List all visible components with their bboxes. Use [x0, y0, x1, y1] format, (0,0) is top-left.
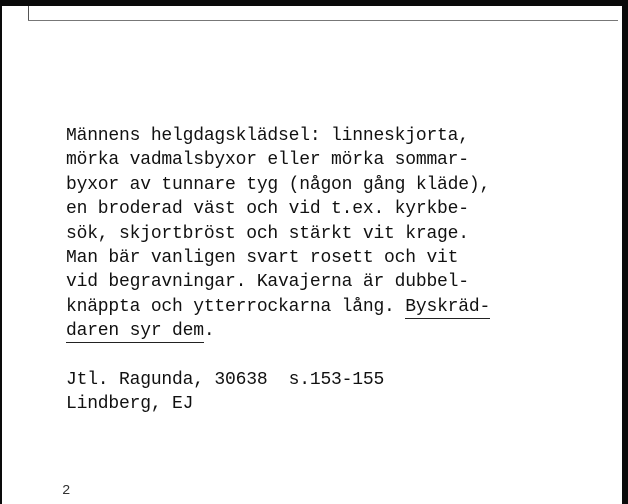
- body-line-2: mörka vadmalsbyxor eller mörka sommar-: [66, 150, 469, 171]
- card-edge-horizontal: [28, 20, 618, 21]
- body-line-9-end: .: [203, 321, 215, 342]
- body-line-4: en broderad väst och vid t.ex. kyrkbe-: [66, 199, 469, 220]
- body-line-8-text: knäppta och ytterrockarna lång.: [66, 296, 406, 317]
- card-reference: [66, 368, 384, 416]
- scan-border-right: [622, 0, 628, 504]
- body-line-1: Männens helgdagsklädsel: linneskjorta,: [66, 126, 469, 146]
- card-body-text: [66, 124, 586, 344]
- body-line-9: [66, 319, 586, 343]
- underlined-daren-syr-dem: daren syr dem: [66, 321, 204, 342]
- body-line-5: sök, skjortbröst och stärkt vit krage.: [66, 223, 469, 244]
- body-line-8: [66, 295, 586, 319]
- card-edge-vertical: [28, 6, 29, 20]
- reference-line: Jtl. Ragunda, 30638 s.153-155: [66, 370, 385, 390]
- author-line: Lindberg, EJ: [66, 394, 194, 414]
- body-line-7: vid begravningar. Kavajerna är dubbel-: [66, 272, 469, 293]
- underlined-byskrad: Byskräd-: [405, 296, 491, 317]
- corner-mark: 2: [62, 483, 71, 499]
- body-line-6: Man bär vanligen svart rosett och vit: [66, 248, 459, 269]
- body-line-3: byxor av tunnare tyg (någon gång kläde),: [66, 174, 491, 195]
